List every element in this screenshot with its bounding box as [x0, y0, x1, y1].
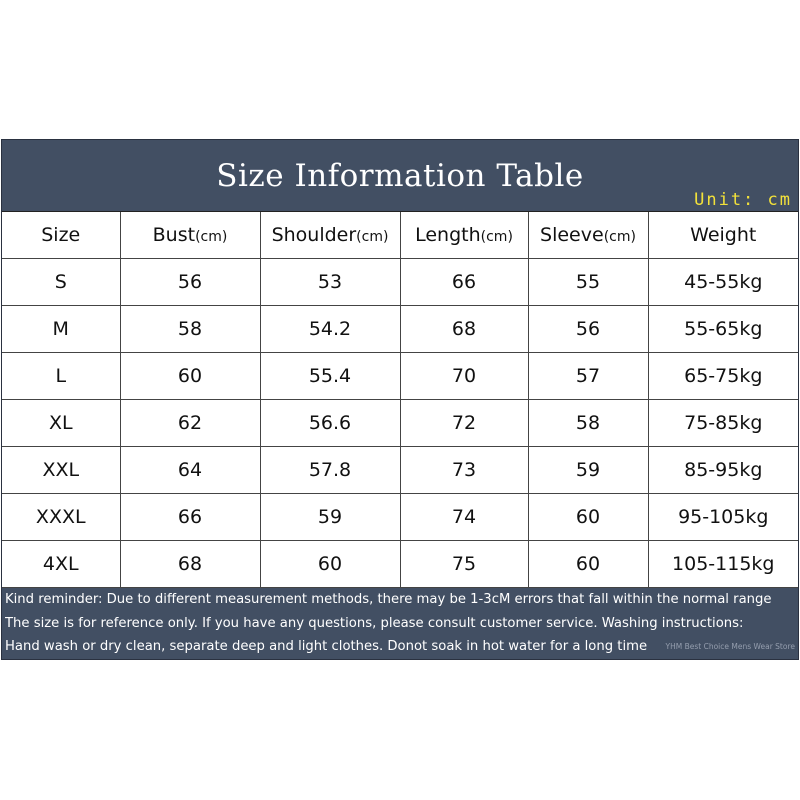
cell-length: 74	[400, 494, 528, 541]
table-row	[2, 447, 798, 494]
header-length: Length(cm)	[400, 212, 528, 259]
cell-size: XXXL	[2, 494, 120, 541]
header-shoulder: Shoulder(cm)	[260, 212, 400, 259]
cell-sleeve: 58	[528, 400, 648, 447]
cell-sleeve: 60	[528, 494, 648, 541]
cell-bust: 60	[120, 353, 260, 400]
cell-size: XXL	[2, 447, 120, 494]
cell-length: 70	[400, 353, 528, 400]
cell-weight: 95-105kg	[648, 494, 798, 541]
cell-bust: 68	[120, 541, 260, 588]
cell-size: 4XL	[2, 541, 120, 588]
cell-bust: 56	[120, 259, 260, 306]
cell-bust: 64	[120, 447, 260, 494]
cell-weight: 75-85kg	[648, 400, 798, 447]
size-table	[2, 212, 798, 588]
cell-bust: 62	[120, 400, 260, 447]
cell-sleeve: 60	[528, 541, 648, 588]
table-row	[2, 353, 798, 400]
unit-label: Unit: cm	[694, 190, 792, 210]
cell-sleeve: 59	[528, 447, 648, 494]
cell-bust: 58	[120, 306, 260, 353]
cell-sleeve: 57	[528, 353, 648, 400]
cell-shoulder: 57.8	[260, 447, 400, 494]
cell-length: 73	[400, 447, 528, 494]
table-row	[2, 400, 798, 447]
notes-panel	[2, 588, 798, 659]
cell-shoulder: 54.2	[260, 306, 400, 353]
cell-shoulder: 53	[260, 259, 400, 306]
cell-length: 66	[400, 259, 528, 306]
cell-length: 68	[400, 306, 528, 353]
cell-weight: 45-55kg	[648, 259, 798, 306]
header-size: Size	[2, 212, 120, 259]
cell-shoulder: 56.6	[260, 400, 400, 447]
table-row	[2, 541, 798, 588]
note-line-washing: Hand wash or dry clean, separate deep and light clothes. Donot soak in hot water for a long time	[5, 639, 648, 654]
table-row	[2, 494, 798, 541]
cell-size: M	[2, 306, 120, 353]
header-bust: Bust(cm)	[120, 212, 260, 259]
size-chart	[1, 139, 799, 660]
cell-weight: 85-95kg	[648, 447, 798, 494]
cell-sleeve: 56	[528, 306, 648, 353]
cell-size: XL	[2, 400, 120, 447]
cell-size: L	[2, 353, 120, 400]
store-watermark: YHM Best Choice Mens Wear Store	[665, 641, 795, 651]
header-weight: Weight	[648, 212, 798, 259]
table-row	[2, 259, 798, 306]
cell-length: 75	[400, 541, 528, 588]
cell-length: 72	[400, 400, 528, 447]
table-title: Size Information Table	[216, 158, 584, 194]
cell-size: S	[2, 259, 120, 306]
note-line-reminder: Kind reminder: Due to different measurement methods, there may be 1-3cM errors that fall within the normal range	[5, 592, 772, 607]
header-sleeve: Sleeve(cm)	[528, 212, 648, 259]
cell-bust: 66	[120, 494, 260, 541]
title-bar	[2, 140, 798, 212]
cell-shoulder: 59	[260, 494, 400, 541]
cell-weight: 55-65kg	[648, 306, 798, 353]
header-row	[2, 212, 798, 259]
cell-shoulder: 55.4	[260, 353, 400, 400]
cell-sleeve: 55	[528, 259, 648, 306]
table-row	[2, 306, 798, 353]
cell-weight: 65-75kg	[648, 353, 798, 400]
cell-shoulder: 60	[260, 541, 400, 588]
note-line-reference: The size is for reference only. If you have any questions, please consult customer service. Washing instructions:	[5, 615, 744, 631]
cell-weight: 105-115kg	[648, 541, 798, 588]
